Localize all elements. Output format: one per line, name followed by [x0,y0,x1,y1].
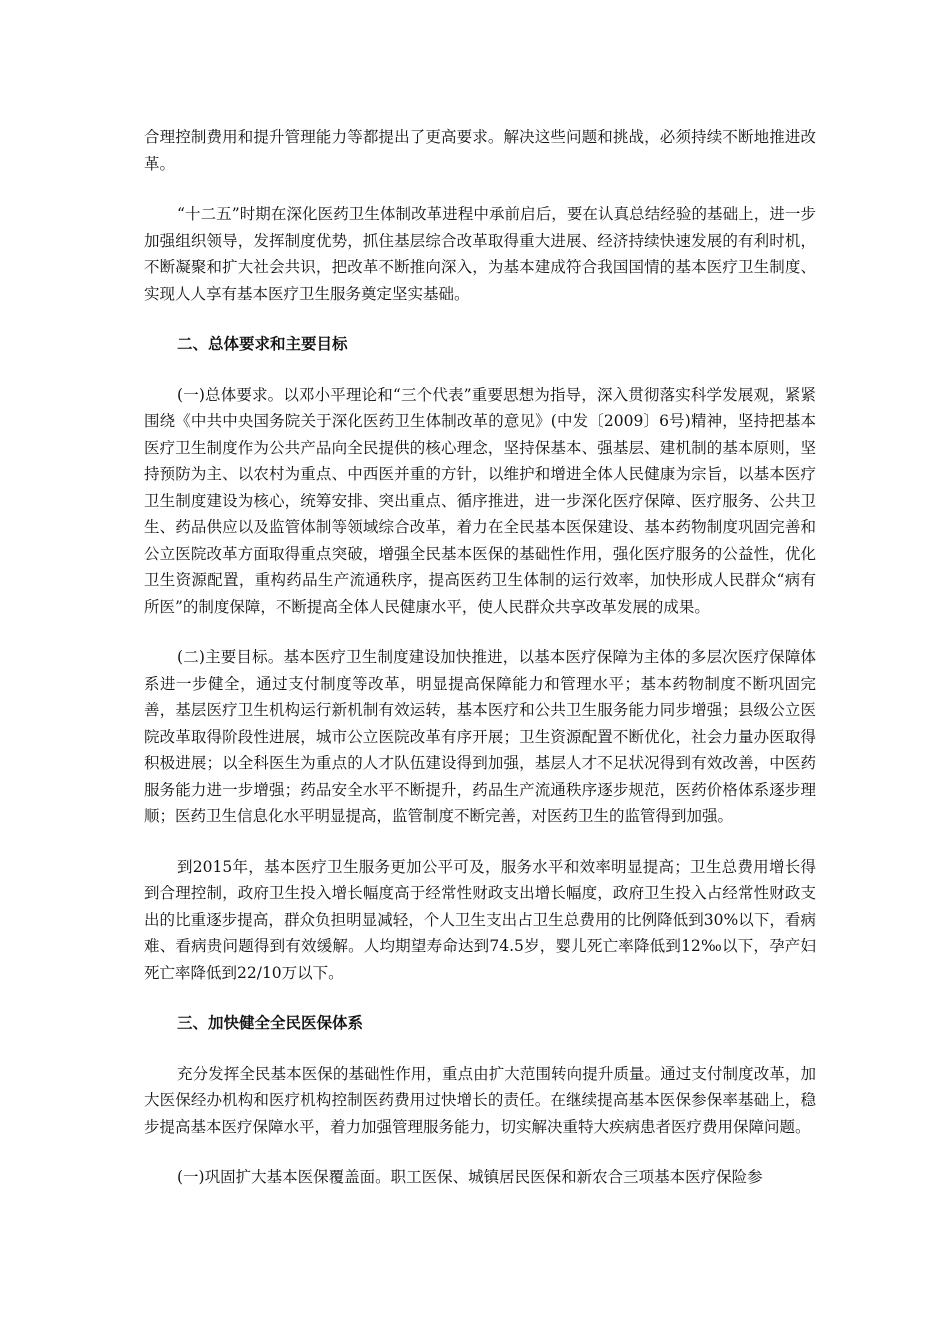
paragraph-reform-challenges: 合理控制费用和提升管理能力等都提出了更高要求。解决这些问题和挑战，必须持续不断地推进改革。 [144,128,816,173]
paragraph-twelfth-five-year: “十二五”时期在深化医药卫生体制改革进程中承前启后，要在认真总结经验的基础上，进一步加强组织领导，发挥制度优势，抓住基层综合改革取得重大进展、经济持续快速发展的有利时机，不断凝聚和扩大社会共识，把改革不断推向深入，为基本建成符合我国国情的基本医疗卫生制度、实现人人享有基本医疗卫生服务奠定坚实基础。 [144,205,816,303]
paragraph-overall-requirements: (一)总体要求。以邓小平理论和“三个代表”重要思想为指导，深入贯彻落实科学发展观，紧紧围绕《中共中央国务院关于深化医药卫生体制改革的意见》(中发〔2009〕6号)精神，坚持把基本医疗卫生制度作为公共产品向全民提供的核心理念，坚持保基本、强基层、建机制的基本原则，坚持预防为主、以农村为重点、中西医并重的方针，以维护和增进全体人民健康为宗旨，以基本医疗卫生制度建设为核心，统筹安排、突出重点、循序推进，进一步深化医疗保障、医疗服务、公共卫生、药品供应以及监管体制等领域综合改革，着力在全民基本医保建设、基本药物制度巩固完善和公立医院改革方面取得重点突破，增强全民基本医保的基础性作用，强化医疗服务的公益性，优化卫生资源配置，重构药品生产流通秩序，提高医药卫生体制的运行效率，加快形成人民群众“病有所医”的制度保障，不断提高全体人民健康水平，使人民群众共享改革发展的成果。 [144,385,816,616]
paragraph-medical-insurance-intro: 充分发挥全民基本医保的基础性作用，重点由扩大范围转向提升质量。通过支付制度改革，加大医保经办机构和医疗机构控制医药费用过快增长的责任。在继续提高基本医保参保率基础上，稳步提高基本医疗保障水平，着力加强管理服务能力，切实解决重特大疾病患者医疗费用保障问题。 [144,1064,816,1136]
section-heading-medical-insurance: 三、加快健全全民医保体系 [177,1013,364,1032]
paragraph-insurance-coverage: (一)巩固扩大基本医保覆盖面。职工医保、城镇居民医保和新农合三项基本医疗保险参 [177,1168,763,1186]
section-heading-overall-requirements: 二、总体要求和主要目标 [177,334,348,353]
document-page [144,124,816,1215]
paragraph-2015-targets: 到2015年，基本医疗卫生服务更加公平可及，服务水平和效率明显提高；卫生总费用增长得到合理控制，政府卫生投入增长幅度高于经常性财政支出增长幅度，政府卫生投入占经常性财政支出的比重逐步提高，群众负担明显减轻，个人卫生支出占卫生总费用的比例降低到30%以下，看病难、看病贵问题得到有效缓解。人均期望寿命达到74.5岁，婴儿死亡率降低到12‰以下，孕产妇死亡率降低到22/10万以下。 [144,857,816,982]
paragraph-main-goals: (二)主要目标。基本医疗卫生制度建设加快推进，以基本医疗保障为主体的多层次医疗保障体系进一步健全，通过支付制度等改革，明显提高保障能力和管理水平；基本药物制度不断巩固完善，基层医疗卫生机构运行新机制有效运转，基本医疗和公共卫生服务能力同步增强；县级公立医院改革取得阶段性进展，城市公立医院改革有序开展；卫生资源配置不断优化，社会力量办医取得积极进展；以全科医生为重点的人才队伍建设得到加强，基层人才不足状况得到有效改善，中医药服务能力进一步增强；药品安全水平不断提升，药品生产流通秩序逐步规范，医药价格体系逐步理顺；医药卫生信息化水平明显提高，监管制度不断完善，对医药卫生的监管得到加强。 [144,648,816,825]
